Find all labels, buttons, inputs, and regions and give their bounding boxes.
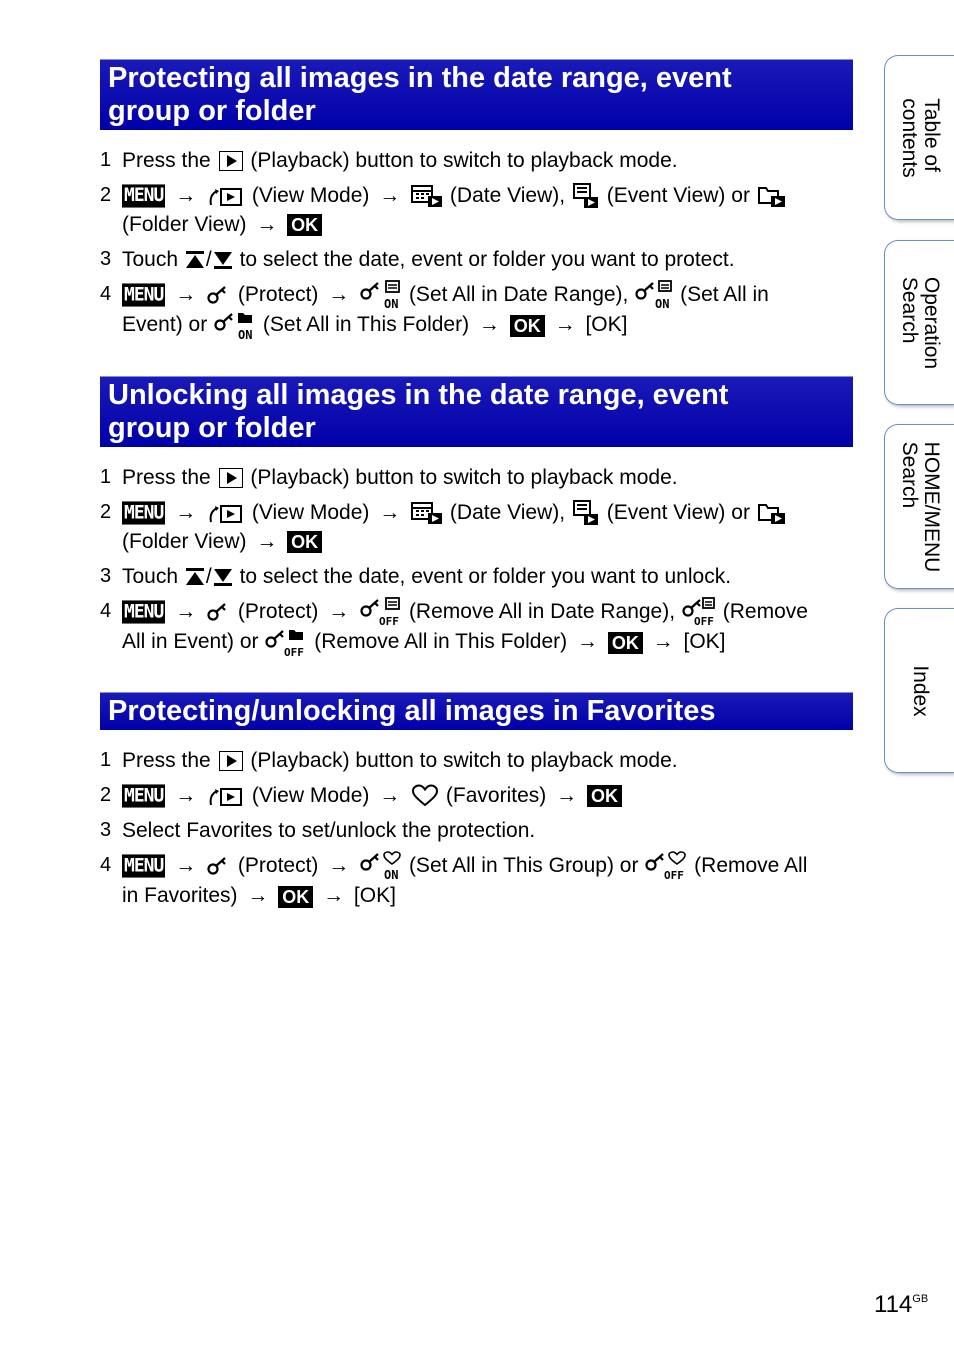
step-number: 1 — [100, 149, 112, 171]
arrow-icon: → — [554, 313, 576, 337]
menu-icon[interactable]: MENU — [124, 854, 164, 877]
arrow-icon: → — [323, 884, 345, 908]
step-number: 2 — [100, 784, 112, 806]
step-2 — [100, 498, 860, 556]
menu-icon[interactable]: MENU — [124, 184, 164, 207]
step-4 — [100, 851, 860, 910]
arrow-icon: → — [175, 600, 197, 623]
svg-text:OFF: OFF — [379, 615, 399, 628]
tab-label: Table of contents — [897, 97, 943, 178]
protect-event-off-icon — [682, 597, 716, 627]
ok-button[interactable]: OK — [278, 886, 313, 908]
step-number: 4 — [100, 600, 112, 622]
arrow-icon: → — [379, 501, 401, 524]
step-text: (Date View), — [449, 501, 566, 524]
arrow-icon: → — [478, 313, 500, 337]
step-3 — [100, 562, 860, 591]
prev-icon[interactable] — [185, 567, 205, 587]
date-view-icon — [411, 501, 443, 525]
svg-text:ON: ON — [384, 868, 399, 882]
slash: / — [205, 565, 212, 588]
step-text: (Folder View) — [122, 213, 247, 236]
protect-favorites-on-icon — [360, 851, 402, 881]
step-2 — [100, 181, 860, 239]
step-text: (Remove All in Date Range), — [408, 600, 676, 623]
step-number: 1 — [100, 749, 112, 771]
step-number: 2 — [100, 184, 112, 206]
step-text: (Remove All — [694, 854, 808, 877]
step-text: (Remove — [722, 600, 808, 623]
tab-operation-search[interactable] — [884, 240, 954, 405]
tab-table-of-contents[interactable] — [884, 55, 954, 220]
event-view-icon — [572, 500, 600, 526]
arrow-icon: → — [328, 854, 350, 877]
protect-icon — [207, 855, 231, 877]
arrow-icon: → — [328, 600, 350, 623]
step-text: (Protect) — [237, 854, 319, 877]
protect-favorites-off-icon — [645, 851, 687, 881]
view-mode-icon — [207, 500, 245, 526]
step-text: (Playback) button to switch to playback mode. — [250, 149, 678, 172]
menu-icon[interactable]: MENU — [124, 501, 164, 524]
menu-icon[interactable]: MENU — [124, 600, 164, 623]
step-text: (Folder View) — [122, 530, 247, 553]
steps-protect — [100, 146, 860, 347]
protect-icon — [207, 284, 231, 306]
view-mode-icon — [207, 183, 245, 209]
page-number — [874, 1291, 928, 1319]
step-text: Touch — [122, 565, 179, 588]
protect-event-on-icon — [635, 280, 673, 310]
next-icon[interactable] — [213, 567, 233, 587]
protect-date-on-icon — [360, 280, 402, 310]
ok-button[interactable]: OK — [587, 785, 622, 807]
section-title: group or folder — [108, 95, 316, 127]
arrow-icon: → — [556, 784, 578, 807]
step-text: in Favorites) — [122, 884, 238, 908]
step-4 — [100, 280, 860, 341]
tab-label: Operation Search — [897, 276, 943, 369]
section-header-protect — [100, 59, 853, 130]
tab-home-menu-search[interactable] — [884, 424, 954, 589]
step-text: [OK] — [683, 630, 726, 654]
section-title: Protecting/unlocking all images in Favorites — [108, 695, 716, 727]
prev-icon[interactable] — [185, 250, 205, 270]
arrow-icon: → — [379, 784, 401, 807]
section-header-favorites — [100, 692, 853, 730]
arrow-icon: → — [328, 283, 350, 306]
heart-icon — [411, 784, 439, 808]
step-text: (View Mode) — [251, 501, 370, 524]
step-text: (Protect) — [237, 600, 319, 623]
step-text: (Date View), — [449, 184, 566, 207]
date-view-icon — [411, 184, 443, 208]
step-text: (Set All in This Folder) — [262, 313, 470, 337]
arrow-icon: → — [576, 630, 598, 654]
arrow-icon: → — [175, 854, 197, 877]
svg-text:OFF: OFF — [284, 645, 305, 658]
step-4 — [100, 597, 860, 658]
arrow-icon: → — [379, 184, 401, 207]
playback-icon — [219, 751, 243, 771]
side-tabs — [884, 0, 954, 1369]
svg-text:OFF: OFF — [664, 869, 685, 882]
folder-view-icon — [757, 501, 787, 525]
step-text: to select the date, event or folder you want to unlock. — [239, 565, 732, 588]
step-number: 2 — [100, 501, 112, 523]
step-text: (Event View) or — [606, 501, 750, 524]
tab-label: Index — [908, 664, 932, 717]
step-1 — [100, 146, 860, 175]
step-text: to select the date, event or folder you want to protect. — [239, 248, 735, 271]
section-title: Protecting all images in the date range, event — [108, 62, 732, 94]
step-number: 3 — [100, 248, 112, 270]
step-text: Press the — [122, 149, 211, 172]
step-1 — [100, 746, 860, 775]
menu-icon[interactable]: MENU — [124, 283, 164, 306]
event-view-icon — [572, 183, 600, 209]
section-title: Unlocking all images in the date range, event — [108, 379, 729, 411]
arrow-icon: → — [175, 184, 197, 207]
step-text: Event) or — [122, 313, 208, 337]
tab-label: HOME/MENU Search — [897, 441, 943, 572]
view-mode-icon — [207, 783, 245, 809]
step-text: (Favorites) — [445, 784, 547, 807]
protect-folder-on-icon — [214, 311, 256, 341]
step-text: (View Mode) — [251, 784, 370, 807]
page-number-value: 114 — [874, 1291, 913, 1318]
step-3 — [100, 816, 860, 845]
arrow-icon: → — [175, 283, 197, 306]
page-number-suffix: GB — [912, 1293, 929, 1305]
step-text: Touch — [122, 248, 179, 271]
step-text: Press the — [122, 749, 211, 772]
ok-button[interactable]: OK — [510, 315, 545, 337]
step-text: (View Mode) — [251, 184, 370, 207]
ok-button[interactable]: OK — [287, 531, 322, 553]
step-text: (Event View) or — [606, 184, 750, 207]
protect-date-off-icon — [360, 597, 402, 627]
arrow-icon: → — [652, 630, 674, 654]
step-number: 4 — [100, 283, 112, 305]
step-text: [OK] — [585, 313, 628, 337]
svg-text:ON: ON — [655, 297, 670, 311]
step-1 — [100, 463, 860, 492]
section-title: group or folder — [108, 412, 316, 444]
step-text: Press the — [122, 466, 211, 489]
ok-button[interactable]: OK — [608, 632, 643, 654]
step-text: (Playback) button to switch to playback mode. — [250, 749, 678, 772]
protect-icon — [207, 601, 231, 623]
protect-folder-off-icon — [265, 628, 307, 658]
step-2 — [100, 781, 860, 810]
svg-text:ON: ON — [384, 297, 399, 311]
step-text: (Set All in This Group) or — [408, 854, 639, 877]
svg-text:ON: ON — [238, 327, 253, 341]
next-icon[interactable] — [213, 250, 233, 270]
arrow-icon: → — [247, 884, 269, 908]
step-text: (Remove All in This Folder) — [314, 630, 568, 654]
step-text: (Protect) — [237, 283, 319, 306]
step-text: [OK] — [353, 884, 396, 908]
step-text: All in Event) or — [122, 630, 259, 654]
arrow-icon: → — [256, 530, 278, 553]
folder-view-icon — [757, 184, 787, 208]
svg-text:OFF: OFF — [693, 615, 714, 628]
steps-favorites — [100, 746, 860, 916]
arrow-icon: → — [175, 784, 197, 807]
slash: / — [205, 248, 212, 271]
menu-icon[interactable]: MENU — [124, 784, 164, 807]
section-header-unlock — [100, 376, 853, 447]
ok-button[interactable]: OK — [287, 214, 322, 236]
tab-index[interactable] — [884, 608, 954, 773]
step-text: (Playback) button to switch to playback mode. — [250, 466, 678, 489]
step-text: (Set All in — [680, 283, 769, 306]
step-text: Select Favorites to set/unlock the protection. — [122, 819, 536, 842]
step-number: 3 — [100, 819, 112, 841]
step-number: 1 — [100, 466, 112, 488]
step-3 — [100, 245, 860, 274]
steps-unlock — [100, 463, 860, 664]
playback-icon — [219, 468, 243, 488]
step-number: 3 — [100, 565, 112, 587]
playback-icon — [219, 151, 243, 171]
step-number: 4 — [100, 854, 112, 876]
arrow-icon: → — [175, 501, 197, 524]
arrow-icon: → — [256, 213, 278, 236]
step-text: (Set All in Date Range), — [408, 283, 629, 306]
